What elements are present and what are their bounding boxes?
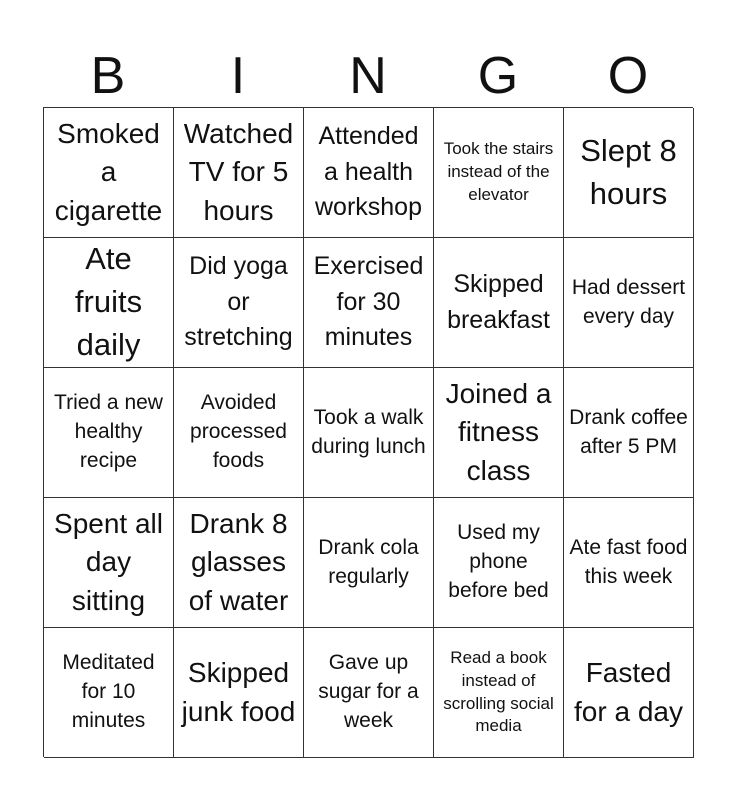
bingo-cell-r3-c3[interactable] xyxy=(304,368,434,498)
header-letter-o: O xyxy=(607,47,649,105)
bingo-cell-text: Took the stairs instead of the elevator xyxy=(443,139,554,204)
bingo-cell-r2-c2[interactable] xyxy=(174,238,304,368)
bingo-cell-text: Slept 8 hours xyxy=(580,132,677,211)
bingo-cell-r1-c4[interactable] xyxy=(434,108,564,238)
bingo-cell-text: Ate fast food this week xyxy=(569,535,688,588)
bingo-cell-r3-c4[interactable] xyxy=(434,368,564,498)
bingo-cell-r5-c1[interactable] xyxy=(44,628,174,758)
bingo-cell-r3-c5[interactable] xyxy=(564,368,694,498)
bingo-cell-r4-c2[interactable] xyxy=(174,498,304,628)
bingo-cell-r2-c1[interactable] xyxy=(44,238,174,368)
bingo-cell-r5-c4[interactable] xyxy=(434,628,564,758)
bingo-cell-text: Skipped breakfast xyxy=(447,270,550,334)
bingo-cell-r2-c4[interactable] xyxy=(434,238,564,368)
bingo-cell-r1-c2[interactable] xyxy=(174,108,304,238)
bingo-cell-text: Smoked a cigarette xyxy=(54,117,163,226)
bingo-cell-text: Exercised for 30 minutes xyxy=(313,252,424,352)
bingo-cell-r1-c3[interactable] xyxy=(304,108,434,238)
bingo-cell-text: Avoided processed foods xyxy=(190,391,287,472)
header-letter-b: B xyxy=(90,47,126,105)
bingo-cell-text: Had dessert every day xyxy=(571,275,686,328)
bingo-cell-text: Gave up sugar for a week xyxy=(318,651,419,732)
header-letter-n: N xyxy=(349,47,387,105)
bingo-cell-text: Watched TV for 5 hours xyxy=(183,117,294,226)
bingo-header xyxy=(43,45,693,107)
bingo-cell-r4-c1[interactable] xyxy=(44,498,174,628)
bingo-cell-text: Did yoga or stretching xyxy=(184,252,293,352)
bingo-cell-r3-c1[interactable] xyxy=(44,368,174,498)
bingo-cell-text: Tried a new healthy recipe xyxy=(54,391,163,472)
bingo-cell-text: Took a walk during lunch xyxy=(311,405,426,458)
bingo-cell-text: Drank coffee after 5 PM xyxy=(569,405,688,458)
bingo-cell-text: Skipped junk food xyxy=(181,656,296,727)
bingo-cell-text: Fasted for a day xyxy=(574,656,683,727)
bingo-cell-r3-c2[interactable] xyxy=(174,368,304,498)
bingo-cell-text: Meditated for 10 minutes xyxy=(62,651,155,732)
bingo-cell-r4-c3[interactable] xyxy=(304,498,434,628)
bingo-cell-text: Spent all day sitting xyxy=(54,507,163,616)
bingo-cell-r2-c5[interactable] xyxy=(564,238,694,368)
bingo-cell-text: Used my phone before bed xyxy=(448,521,549,602)
header-letter-g: G xyxy=(477,47,519,105)
bingo-cell-r5-c5[interactable] xyxy=(564,628,694,758)
bingo-cell-text: Read a book instead of scrolling social media xyxy=(443,647,554,736)
bingo-cell-text: Attended a health workshop xyxy=(315,122,422,222)
bingo-cell-r4-c5[interactable] xyxy=(564,498,694,628)
bingo-cell-r5-c2[interactable] xyxy=(174,628,304,758)
bingo-cell-r4-c4[interactable] xyxy=(434,498,564,628)
bingo-cell-r1-c1[interactable] xyxy=(44,108,174,238)
bingo-cell-text: Drank cola regularly xyxy=(318,535,419,588)
bingo-board xyxy=(43,107,693,757)
bingo-cell-text: Drank 8 glasses of water xyxy=(188,507,289,616)
bingo-cell-r1-c5[interactable] xyxy=(564,108,694,238)
bingo-cell-r2-c3[interactable] xyxy=(304,238,434,368)
bingo-cell-text: Joined a fitness class xyxy=(445,377,552,486)
header-letter-i: I xyxy=(230,47,246,105)
bingo-cell-r5-c3[interactable] xyxy=(304,628,434,758)
bingo-cell-text: Ate fruits daily xyxy=(74,241,143,362)
